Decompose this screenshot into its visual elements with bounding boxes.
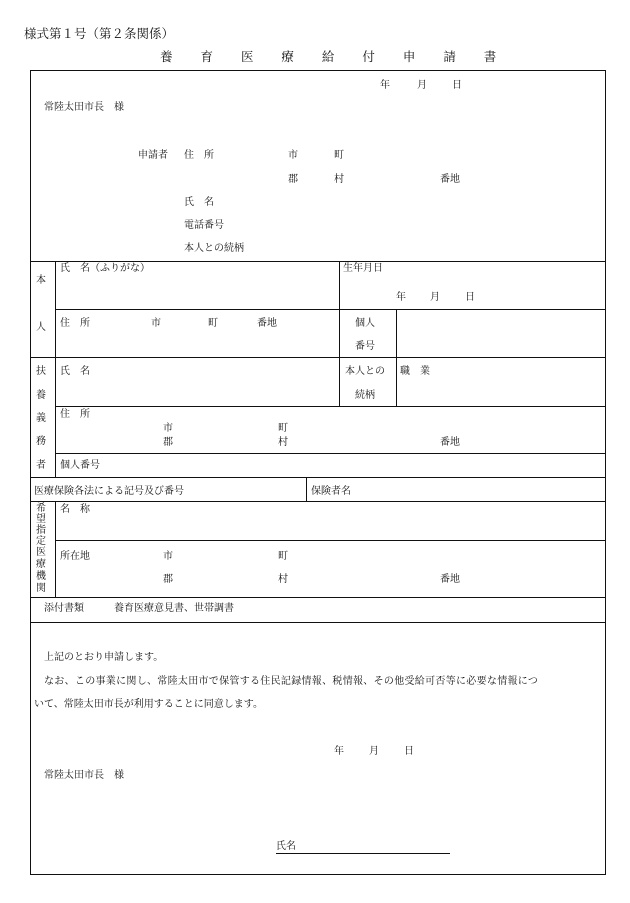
insurer-label: 保険者名 bbox=[311, 486, 351, 497]
applicant-city: 市 bbox=[288, 150, 298, 161]
guardian-relation-label-2: 続柄 bbox=[355, 390, 375, 401]
insurance-code-label: 医療保険各法による記号及び番号 bbox=[34, 486, 184, 497]
divider-guardian-id bbox=[55, 453, 606, 454]
child-town: 町 bbox=[208, 318, 218, 329]
hospital-side-char-5: 医 bbox=[36, 547, 46, 558]
divider-guardian-mid bbox=[55, 406, 606, 407]
hospital-name-label: 名 称 bbox=[60, 504, 90, 515]
applicant-village: 村 bbox=[334, 174, 344, 185]
guardian-side-char-4: 務 bbox=[36, 436, 46, 447]
child-side-char-2: 人 bbox=[36, 322, 46, 333]
guardian-village: 村 bbox=[278, 437, 288, 448]
child-side-char-1: 本 bbox=[36, 275, 46, 286]
child-id-divider-right bbox=[396, 309, 397, 357]
child-id-label-1: 個人 bbox=[355, 318, 375, 329]
child-birth-divider bbox=[339, 261, 340, 309]
child-birth-year: 年 bbox=[396, 292, 406, 303]
attachments-label: 添付書類 bbox=[44, 603, 84, 614]
child-city: 市 bbox=[151, 318, 161, 329]
signature-label: 氏名 bbox=[276, 841, 296, 852]
child-id-label-2: 番号 bbox=[355, 341, 375, 352]
child-name-label: 氏 名（ふりがな） bbox=[60, 263, 150, 274]
divider-attachments-top bbox=[30, 597, 606, 598]
guardian-relation-divider-left bbox=[339, 357, 340, 406]
guardian-side-divider bbox=[55, 357, 56, 477]
form-number-label: 様式第１号（第２条関係） bbox=[24, 26, 175, 41]
applicant-town: 町 bbox=[334, 150, 344, 161]
hospital-town: 町 bbox=[278, 551, 288, 562]
form-frame bbox=[30, 70, 606, 875]
child-birth-month: 月 bbox=[430, 292, 440, 303]
hospital-side-char-1: 希 bbox=[36, 503, 46, 514]
guardian-side-char-5: 者 bbox=[36, 460, 46, 471]
applicant-name-label: 氏 名 bbox=[184, 197, 214, 208]
divider-child-top bbox=[30, 261, 606, 262]
top-addressee: 常陸太田市長 様 bbox=[44, 102, 124, 113]
hospital-city: 市 bbox=[163, 551, 173, 562]
divider-hospital-mid bbox=[55, 540, 606, 541]
guardian-address-label: 住 所 bbox=[60, 409, 90, 420]
top-date-year: 年 bbox=[380, 80, 390, 91]
guardian-relation-divider-right bbox=[396, 357, 397, 406]
hospital-side-divider bbox=[55, 501, 56, 597]
guardian-job-label: 職 業 bbox=[400, 366, 430, 377]
declaration-addressee: 常陸太田市長 様 bbox=[44, 770, 124, 781]
child-address-label: 住 所 bbox=[60, 318, 90, 329]
insurance-divider bbox=[306, 477, 307, 501]
applicant-address-label: 住 所 bbox=[184, 150, 214, 161]
top-date-month: 月 bbox=[417, 80, 427, 91]
divider-declaration-top bbox=[30, 622, 606, 623]
guardian-name-label: 氏 名 bbox=[60, 366, 90, 377]
child-birth-label: 生年月日 bbox=[343, 263, 383, 274]
guardian-city: 市 bbox=[163, 423, 173, 434]
declaration-line-2: なお、この事業に関し、常陸太田市で保管する住民記録情報、税情報、その他受給可否等に必要な情報につ bbox=[44, 676, 539, 687]
child-birth-day: 日 bbox=[465, 292, 475, 303]
guardian-side-char-2: 養 bbox=[36, 390, 46, 401]
guardian-side-char-1: 扶 bbox=[36, 366, 46, 377]
child-id-divider-left bbox=[339, 309, 340, 357]
guardian-town: 町 bbox=[278, 423, 288, 434]
hospital-side-char-3: 指 bbox=[36, 525, 46, 536]
declaration-line-3: いて、常陸太田市長が利用することに同意します。 bbox=[34, 699, 263, 710]
applicant-banchi: 番地 bbox=[440, 174, 460, 185]
declaration-date-day: 日 bbox=[404, 746, 414, 757]
form-title: 養 育 医 療 給 付 申 請 書 bbox=[160, 49, 509, 64]
divider-hospital-top bbox=[30, 501, 606, 502]
applicant-label: 申請者 bbox=[138, 150, 168, 161]
hospital-side-char-8: 関 bbox=[36, 583, 46, 594]
hospital-side-char-6: 療 bbox=[36, 559, 46, 570]
hospital-side-char-4: 定 bbox=[36, 536, 46, 547]
hospital-side-char-2: 望 bbox=[36, 514, 46, 525]
divider-child-mid bbox=[55, 309, 606, 310]
applicant-phone-label: 電話番号 bbox=[184, 220, 224, 231]
applicant-county: 郡 bbox=[288, 174, 298, 185]
guardian-id-label: 個人番号 bbox=[60, 460, 100, 471]
declaration-date-year: 年 bbox=[334, 746, 344, 757]
divider-insurance-top bbox=[30, 477, 606, 478]
hospital-side-char-7: 機 bbox=[36, 571, 46, 582]
applicant-relation-label: 本人との続柄 bbox=[184, 243, 244, 254]
guardian-side-char-3: 義 bbox=[36, 413, 46, 424]
attachments-value: 養育医療意見書、世帯調書 bbox=[114, 603, 234, 614]
guardian-relation-label-1: 本人との bbox=[345, 366, 385, 377]
hospital-county: 郡 bbox=[163, 574, 173, 585]
declaration-date-month: 月 bbox=[369, 746, 379, 757]
guardian-banchi: 番地 bbox=[440, 437, 460, 448]
hospital-location-label: 所在地 bbox=[60, 551, 90, 562]
top-date-day: 日 bbox=[452, 80, 462, 91]
declaration-line-1: 上記のとおり申請します。 bbox=[44, 652, 164, 663]
child-banchi: 番地 bbox=[257, 318, 277, 329]
guardian-county: 郡 bbox=[163, 437, 173, 448]
signature-line[interactable] bbox=[276, 853, 450, 854]
hospital-banchi: 番地 bbox=[440, 574, 460, 585]
hospital-village: 村 bbox=[278, 574, 288, 585]
divider-guardian-top bbox=[30, 357, 606, 358]
